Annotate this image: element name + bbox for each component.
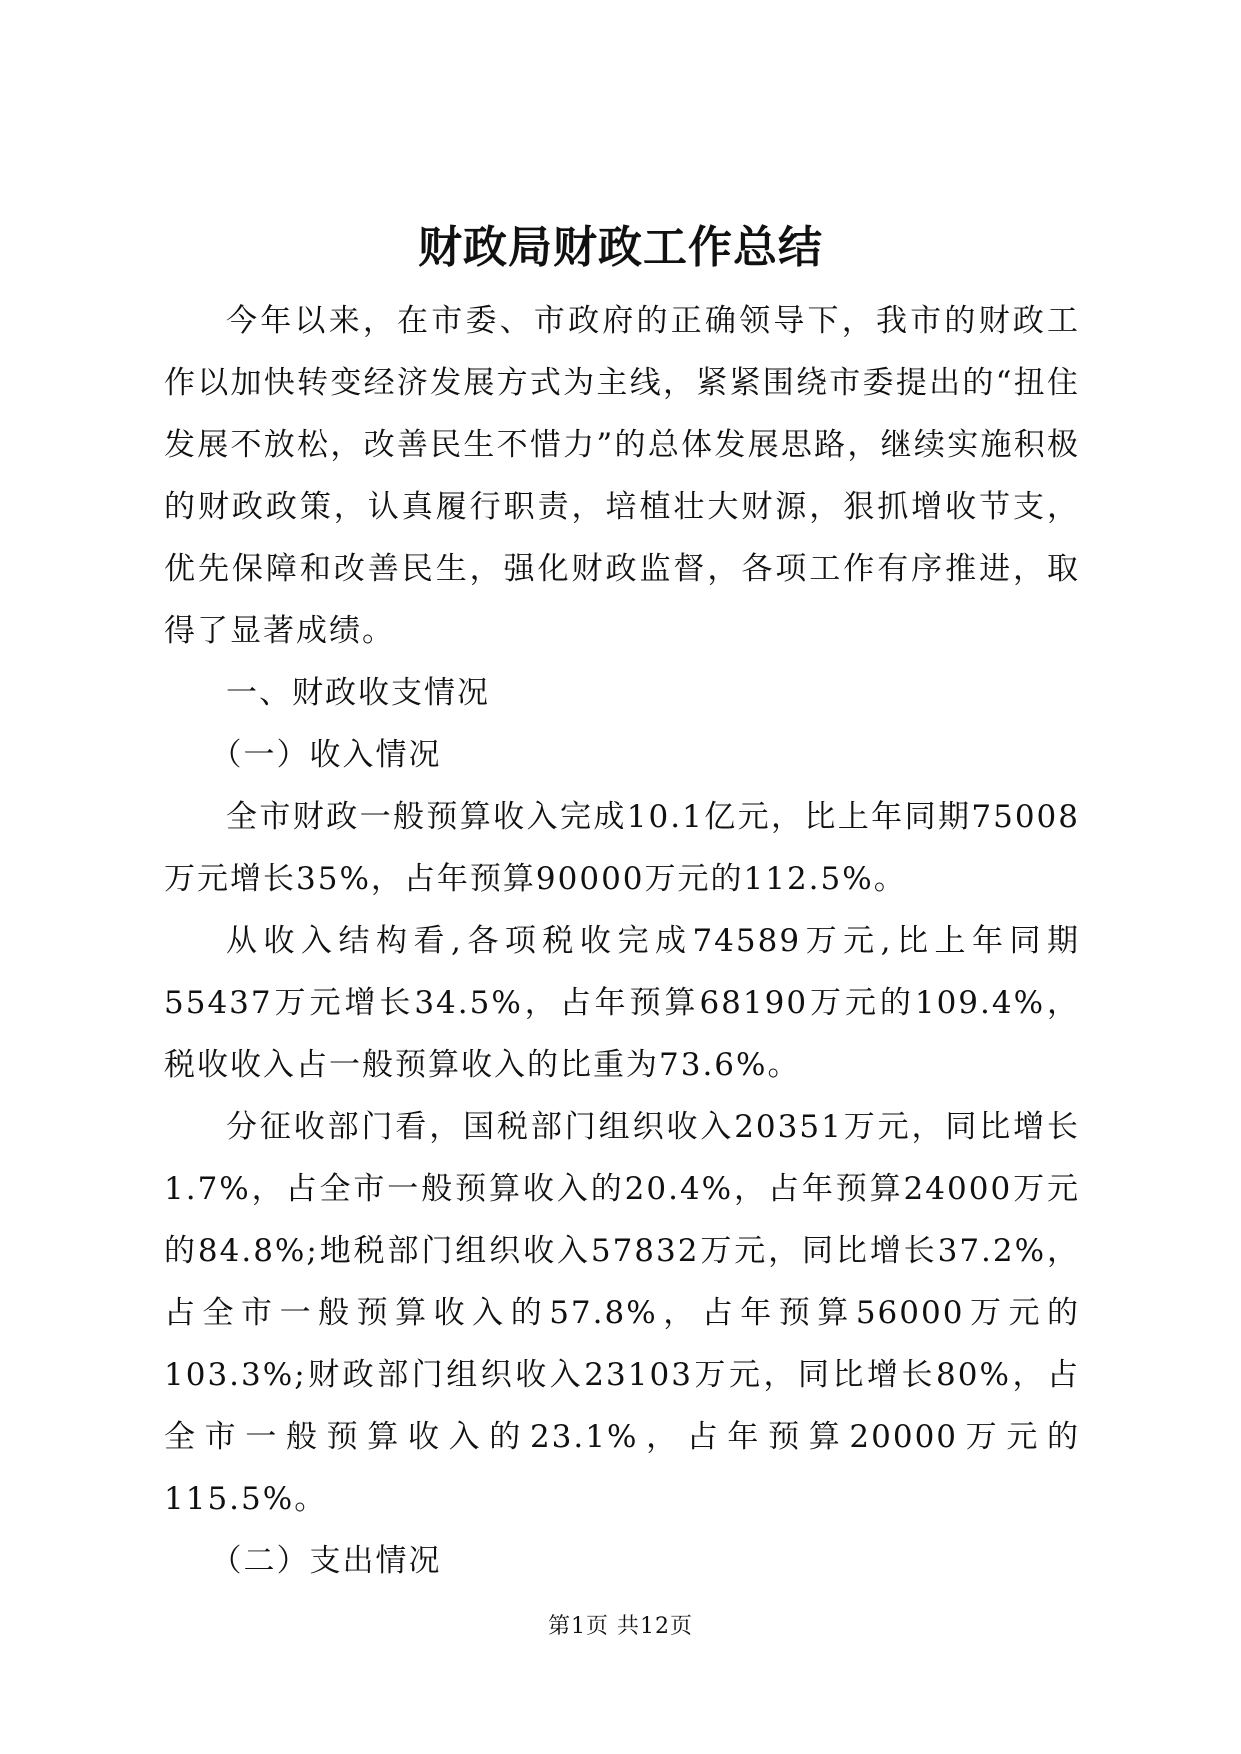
subsection-heading-income: （一）收入情况 [210, 737, 442, 773]
section-heading-finance: 一、财政收支情况 [226, 675, 490, 711]
document-title: 财政局财政工作总结 [418, 222, 823, 273]
page-footer: 第1页 共12页 [548, 1614, 693, 1639]
subsection-heading-expenditure: （二）支出情况 [210, 1543, 442, 1579]
income-summary-paragraph: 全市财政一般预算收入完成10.1亿元，比上年同期75008万元增长35%，占年预算90000万元的112.5%。 [164, 799, 1080, 897]
intro-paragraph: 今年以来，在市委、市政府的正确领导下，我市的财政工作以加快转变经济发展方式为主线，紧紧围绕市委提出的“扭住发展不放松，改善民生不惜力”的总体发展思路，继续实施积极的财政政策，认真履行职责，培植壮大财源，狠抓增收节支，优先保障和改善民生，强化财政监督，各项工作有序推进，取得了显著成绩。 [164, 303, 1080, 649]
document-body [164, 290, 1080, 1592]
income-structure-paragraph: 从收入结构看,各项税收完成74589万元,比上年同期55437万元增长34.5%，占年预算68190万元的109.4%，税收收入占一般预算收入的比重为73.6%。 [164, 923, 1080, 1083]
department-income-paragraph: 分征收部门看，国税部门组织收入20351万元，同比增长1.7%，占全市一般预算收入的20.4%，占年预算24000万元的84.8%;地税部门组织收入57832万元，同比增长37.2%，占全市一般预算收入的57.8%，占年预算56000万元的103.3%;财政部门组织收入23103万元，同比增长80%，占全市一般预算收入的23.1%，占年预算20000万元的115.5%。 [164, 1109, 1080, 1517]
